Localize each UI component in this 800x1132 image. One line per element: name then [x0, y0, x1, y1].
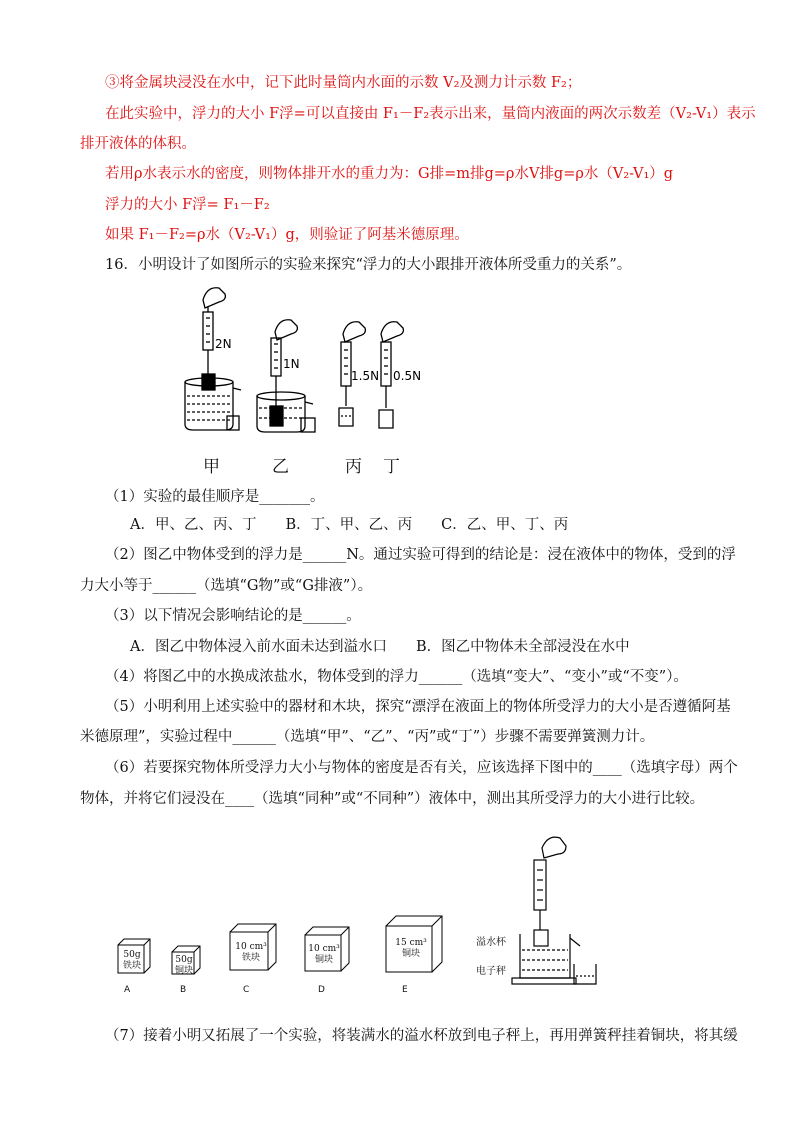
- cube-c-letter: C: [243, 985, 250, 995]
- question-stem: 16．小明设计了如图所示的实验来探究“浮力的大小跟排开液体所受重力的关系”。: [105, 257, 632, 273]
- question-6b: 物体，并将它们浸没在____（选填“同种”或“不同种”）液体中，测出其所受浮力的大小进行比较。: [80, 791, 705, 807]
- panel-yi: [257, 320, 315, 432]
- caption-jia: 甲: [203, 457, 220, 477]
- solution-line5: 浮力的大小 F浮= F₁－F₂: [105, 197, 270, 213]
- solution-line6: 如果 F₁－F₂=ρ水（V₂-V₁）g，则验证了阿基米德原理。: [105, 227, 469, 243]
- question-5b: 米德原理”，实验过程中______（选填“甲”、“乙”、“丙”或“丁”）步骤不需要弹簧测力计。: [80, 729, 655, 745]
- cube-d-label: 10 cm³ 铜块: [308, 944, 340, 965]
- question-6a: （6）若要探究物体所受浮力大小与物体的密度是否有关，应该选择下图中的____（选填字母）两个: [105, 760, 738, 776]
- reading-jia: 2N: [215, 337, 232, 351]
- caption-bing: 丙: [345, 457, 362, 477]
- caption-yi: 乙: [272, 457, 289, 477]
- solution-line3: 排开液体的体积。: [80, 136, 196, 152]
- electronic-scale-label: 电子秤: [476, 966, 506, 977]
- question-4: （4）将图乙中的水换成浓盐水，物体受到的浮力______（选填“变大”、“变小”或“不变”）。: [105, 669, 688, 685]
- reading-yi: 1N: [283, 357, 300, 371]
- question-1: （1）实验的最佳顺序是_______。: [105, 489, 325, 505]
- question-2a: （2）图乙中物体受到的浮力是______N。通过实验可得到的结论是：浸在液体中的物体，受到的浮: [105, 547, 736, 563]
- cube-b-label: 50g 铜块: [174, 955, 193, 976]
- caption-ding: 丁: [383, 457, 400, 477]
- experiment-diagram: [175, 278, 445, 478]
- cube-d-letter: D: [318, 985, 325, 995]
- solution-line2: 在此实验中，浮力的大小 F浮=可以直接由 F₁－F₂表示出来，量筒内液面的两次示数差（V₂-V₁）表示: [105, 106, 756, 122]
- question-3: （3）以下情况会影响结论的是______。: [105, 608, 361, 624]
- overflow-setup: [512, 837, 596, 984]
- reading-ding: 0.5N: [393, 369, 422, 383]
- cube-a-label: 50g 铁块: [122, 950, 141, 971]
- panel-jia: [185, 288, 241, 430]
- question-7: （7）接着小明又拓展了一个实验，将装满水的溢水杯放到电子秤上，再用弹簧秤挂着铜块，将其缓: [105, 1028, 738, 1044]
- solution-step3: ③将金属块浸没在水中，记下此时量筒内水面的示数 V₂及测力计示数 F₂；: [105, 75, 582, 91]
- cube-b-letter: B: [180, 985, 187, 995]
- cube-e-letter: E: [402, 985, 408, 995]
- cube-e-label: 15 cm³ 铜块: [395, 938, 427, 959]
- solution-line4: 若用ρ水表示水的密度，则物体排开水的重力为：G排=m排g=ρ水V排g=ρ水（V₂-V₁）g: [105, 166, 674, 182]
- question-2b: 力大小等于______（选填“G物”或“G排液”）。: [80, 578, 373, 594]
- question-5a: （5）小明利用上述实验中的器材和木块，探究“漂浮在液面上的物体所受浮力的大小是否遵循阿基: [105, 699, 731, 715]
- cube-a-letter: A: [124, 985, 131, 995]
- reading-bing: 1.5N: [351, 369, 380, 383]
- cube-c-label: 10 cm³ 铁块: [235, 942, 267, 963]
- question-1-options: A．甲、乙、丙、丁 B．丁、甲、乙、丙 C．乙、甲、丁、丙: [130, 517, 569, 533]
- figure-experiment-steps: [175, 278, 445, 478]
- question-3-options: A．图乙中物体浸入前水面未达到溢水口 B．图乙中物体未全部浸没在水中: [130, 639, 630, 655]
- overflow-cup-label: 溢水杯: [476, 937, 506, 948]
